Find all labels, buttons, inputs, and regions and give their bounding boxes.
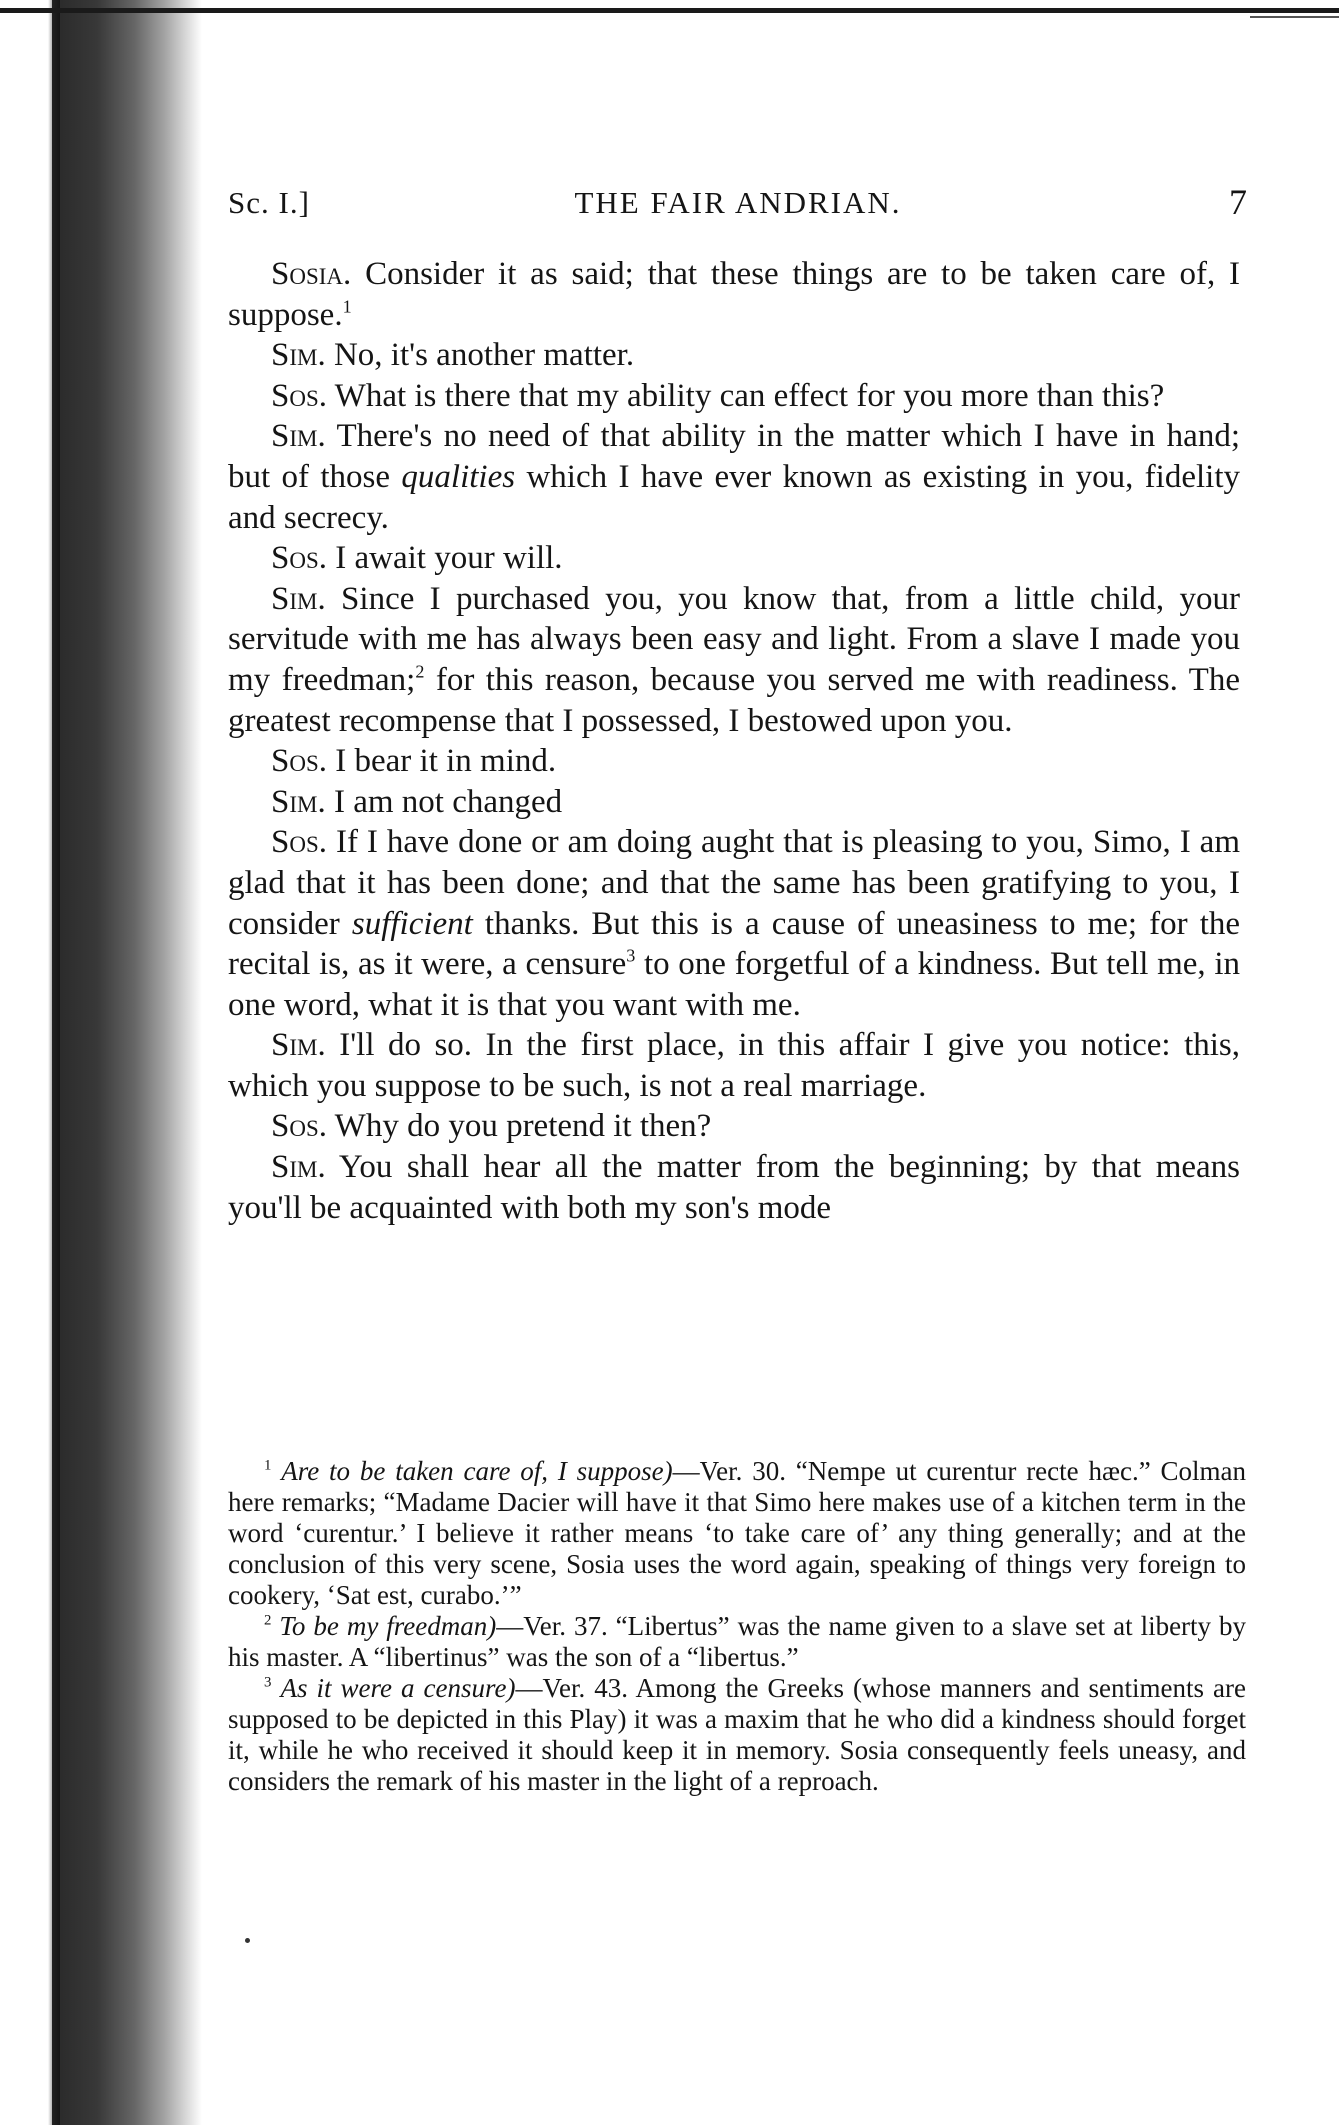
dialogue-line: Sos. If I have done or am doing aught that is pleasing to you, Simo, I am glad that it has been done; and that the same has been gratifying to you, I consider sufficient thanks. But this is a cause of uneasiness to me; for the recital is, as it were, a censure$^3$ to one forgetful of a kindness. But tell me, in one word, what it is that you want with me.	[228, 824, 1241, 1023]
footnote-ref: 1	[342, 295, 352, 316]
footnote: $^2$ To be my freedman)—Ver. 37. “Libertus” was the name given to a slave set at liberty by his master. A “libertinus” was the son of a “libertus.”	[228, 1611, 1247, 1672]
dialogue-line: Sos. I bear it in mind.	[271, 743, 557, 780]
footnote-lemma: As it were a censure)	[280, 1673, 516, 1703]
footnote-lemma: To be my freedman)	[279, 1611, 497, 1641]
speaker: Sos.	[271, 1108, 328, 1145]
footnote: $^3$ As it were a censure)—Ver. 43. Among the Greeks (whose manners and sentiments are supposed to be depicted in this Play) it was a maxim that he who did a kindness should forget it, while he who received it should keep it in memory. Sosia consequently feels uneasy, and considers the remark of his master in the light of a reproach.	[228, 1673, 1246, 1796]
speaker: Sim.	[271, 1027, 326, 1064]
footnote-ref: 2	[415, 661, 425, 682]
speaker: Sos.	[271, 743, 328, 780]
running-title: THE FAIR ANDRIAN.	[574, 185, 902, 220]
dialogue-line: Sim. No, it's another matter.	[271, 337, 635, 374]
footnote-mark: 1	[264, 1457, 272, 1474]
page-number: 7	[1229, 182, 1248, 222]
dialogue-line: Sim. You shall hear all the matter from the beginning; by that means you'll be acquainted with both my son's mode	[228, 1149, 1240, 1226]
dialogue-line: Sim. There's no need of that ability in the matter which I have in hand; but of those qualities which I have ever known as existing in you, fidelity and secrecy.	[228, 418, 1240, 536]
top-rule-fragment	[1250, 16, 1339, 18]
italic-word: qualities	[401, 458, 516, 495]
running-header	[228, 182, 1248, 235]
speaker: Sim.	[271, 783, 326, 820]
dialogue-line: Sos. I await your will.	[271, 540, 563, 577]
footnote-mark: 3	[264, 1674, 272, 1691]
footnote-lemma: Are to be taken care of, I suppose)	[281, 1456, 673, 1486]
speaker: Sim.	[271, 418, 326, 455]
speaker: Sim.	[271, 580, 326, 617]
speaker: Sim.	[271, 1149, 326, 1186]
speaker: Sosia.	[271, 256, 352, 292]
main-text	[228, 254, 1240, 1228]
footnote: $^1$ Are to be taken care of, I suppose)—Ver. 30. “Nempe ut curentur recte hæc.” Colman here remarks; “Madame Dacier will have it that Simo here makes use of a kitchen term in the word ‘curentur.’ I believe it rather means ‘to take care of’ any thing generally; and at the conclusion of this very scene, Sosia uses the word again, speaking of things very foreign to cookery, ‘Sat est, curabo.’”	[228, 1456, 1247, 1610]
stray-mark	[245, 1938, 250, 1943]
speaker: Sos.	[271, 377, 328, 414]
top-rule	[0, 8, 1339, 13]
dialogue-line: Sim. Since I purchased you, you know that, from a little child, your servitude with me has always been easy and light. From a slave I made you my freedman;$^2$ for this reason, because you served me with readiness. The greatest recompense that I possessed, I bestowed upon you.	[228, 580, 1240, 739]
dialogue-line: Sim. I am not changed	[271, 783, 563, 820]
italic-word: sufficient	[351, 905, 473, 942]
footnote-mark: 2	[264, 1612, 272, 1629]
footnote-ref: 3	[626, 945, 636, 966]
speaker: Sos.	[271, 824, 328, 861]
scene-label: Sc. I.]	[228, 185, 310, 220]
dialogue-line: Sosia. Consider it as said; that these things are to be taken care of, I suppose.$^1$	[228, 256, 1240, 333]
dialogue-line: Sos. What is there that my ability can effect for you more than this?	[271, 377, 1165, 414]
speaker: Sos.	[271, 540, 328, 577]
dialogue-line: Sos. Why do you pretend it then?	[271, 1108, 712, 1145]
page-edge	[0, 0, 60, 2125]
dialogue-line: Sim. I'll do so. In the first place, in this affair I give you notice: this, which you suppose to be such, is not a real marriage.	[228, 1027, 1240, 1104]
book-binding-shadow	[52, 0, 202, 2125]
footnotes	[228, 1456, 1246, 1797]
speaker: Sim.	[271, 337, 326, 374]
